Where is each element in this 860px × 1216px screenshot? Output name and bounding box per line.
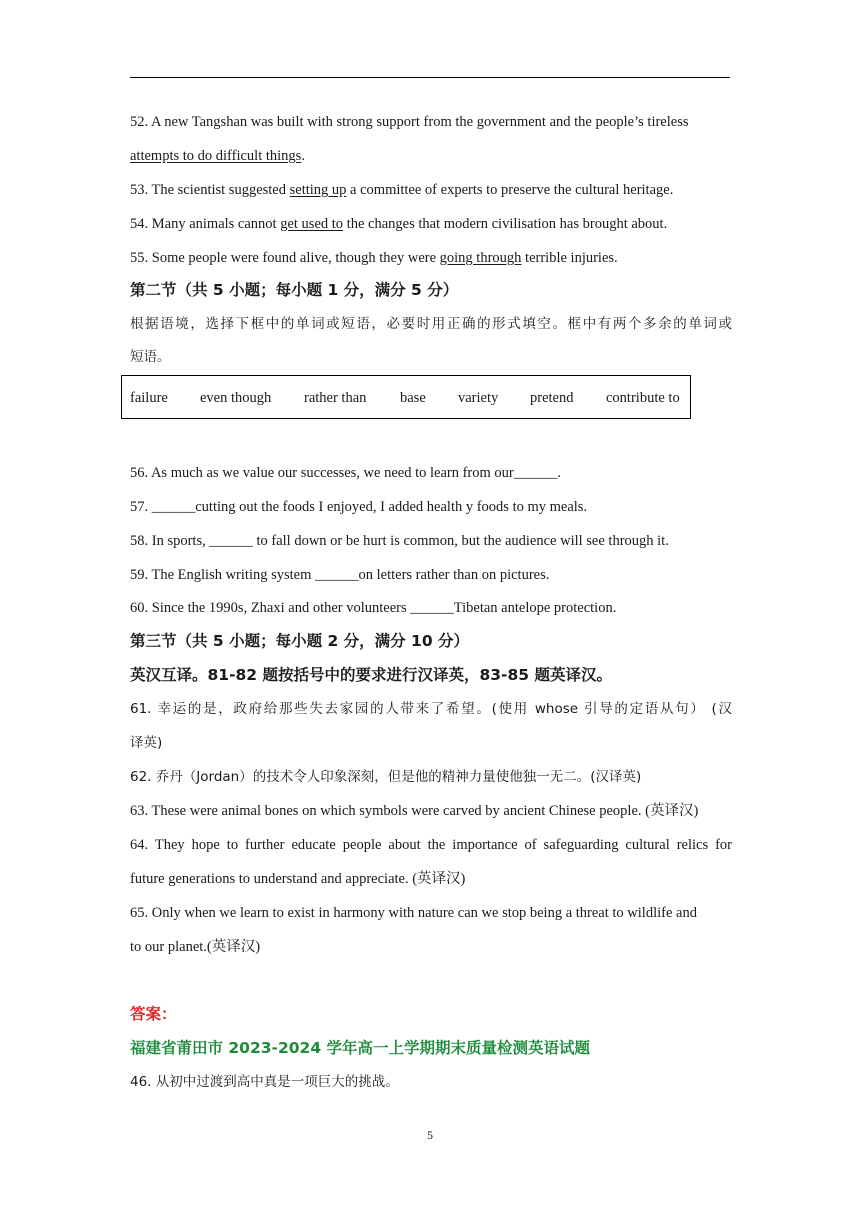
word-box-item: failure: [130, 390, 168, 406]
question-58: 58. In sports, ______ to fall down or be hurt is common, but the audience will see through it.: [130, 533, 669, 549]
underlined-phrase: get used to: [280, 216, 344, 232]
question-57: 57. ______cutting out the foods I enjoyed, I added health y foods to my meals.: [130, 499, 588, 515]
word-box-item: even though: [200, 390, 272, 406]
question-52-line-2: attempts to do difficult things.: [130, 148, 305, 164]
underlined-phrase: going through: [439, 250, 522, 266]
question-54: 54. Many animals cannot get used to the changes that modern civilisation has brought about.: [130, 216, 668, 232]
question-61-line-2: 译英): [130, 735, 163, 751]
question-65-line-2: to our planet.(英译汉): [130, 939, 261, 955]
question-64-line-2: future generations to understand and appreciate. (英译汉): [130, 871, 466, 887]
question-59: 59. The English writing system ______on letters rather than on pictures.: [130, 567, 550, 583]
question-53: 53. The scientist suggested setting up a committee of experts to preserve the cultural heritage.: [130, 182, 674, 198]
header-rule: [130, 77, 730, 78]
question-64-line-1: 64. They hope to further educate people about the importance of safeguarding cultural relics for: [130, 837, 732, 853]
section-2-instruction-line-1: 根据语境，选择下框中的单词或短语，必要时用正确的形式填空。框中有两个多余的单词或: [130, 316, 732, 332]
question-55: 55. Some people were found alive, though they were going through terrible injuries.: [130, 250, 618, 266]
word-box-item: contribute to: [606, 390, 680, 406]
underlined-phrase: attempts to do difficult things: [130, 148, 302, 164]
word-box-item: rather than: [304, 390, 367, 406]
word-box-item: base: [400, 390, 426, 406]
question-60: 60. Since the 1990s, Zhaxi and other volunteers ______Tibetan antelope protection.: [130, 600, 617, 616]
answer-title: 福建省莆田市 2023-2024 学年高一上学期期末质量检测英语试题: [130, 1039, 591, 1057]
section-3-subheading: 英汉互译。81-82 题按括号中的要求进行汉译英，83-85 题英译汉。: [130, 666, 612, 684]
section-2-heading: 第二节（共 5 小题；每小题 1 分，满分 5 分）: [130, 281, 459, 299]
question-56: 56. As much as we value our successes, we need to learn from our______.: [130, 465, 561, 481]
question-62: 62. 乔丹（Jordan）的技术令人印象深刻，但是他的精神力量使他独一无二。(汉译英): [130, 769, 642, 785]
word-box: [121, 375, 691, 419]
question-63: 63. These were animal bones on which symbols were carved by ancient Chinese people. (英译汉): [130, 803, 699, 819]
section-2-instruction-line-2: 短语。: [130, 349, 171, 365]
word-box-item: variety: [458, 390, 499, 406]
question-61-line-1: 61. 幸运的是，政府给那些失去家园的人带来了希望。(使用 whose 引导的定语从句） (汉: [130, 701, 732, 717]
question-52-line-1: 52. A new Tangshan was built with strong support from the government and the people’s tireless: [130, 114, 689, 130]
answer-label: 答案：: [130, 1005, 177, 1023]
page-number: 5: [427, 1128, 433, 1142]
underlined-phrase: setting up: [289, 182, 347, 198]
answer-46: 46. 从初中过渡到高中真是一项巨大的挑战。: [130, 1074, 399, 1090]
question-65-line-1: 65. Only when we learn to exist in harmony with nature can we stop being a threat to wildlife and: [130, 905, 697, 921]
section-3-heading: 第三节（共 5 小题；每小题 2 分，满分 10 分）: [130, 632, 470, 650]
word-box-item: pretend: [530, 390, 574, 406]
